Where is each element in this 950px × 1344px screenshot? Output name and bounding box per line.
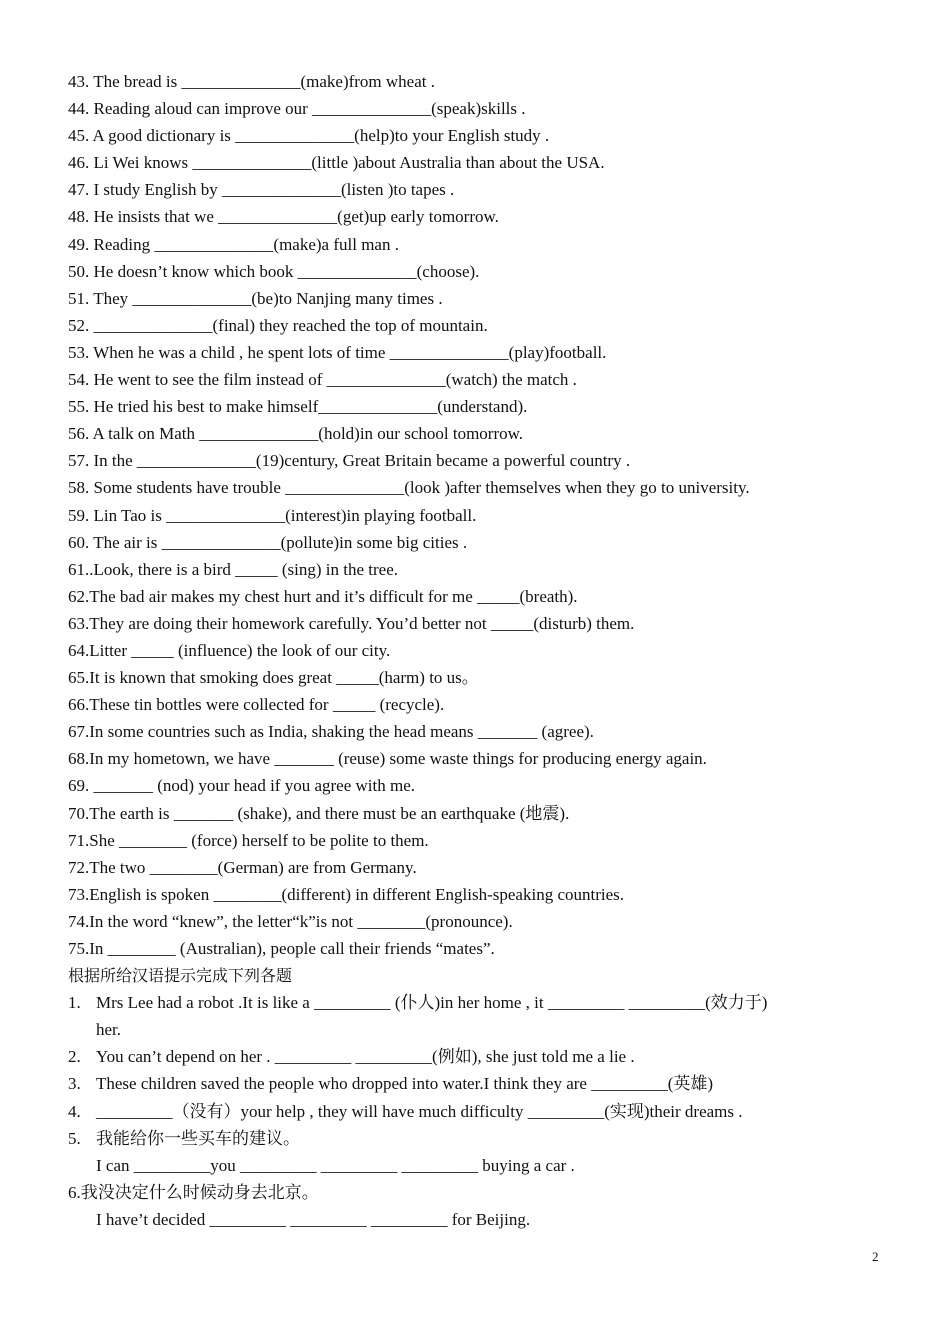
question-line: 57. In the ______________(19)century, Great Britain became a powerful country . (68, 451, 631, 471)
question-list (68, 68, 898, 1233)
item-number: 3. (68, 1074, 81, 1094)
question-line: 60. The air is ______________(pollute)in some big cities . (68, 532, 468, 552)
translation-item: 6.我没决定什么时候动身去北京。 (68, 1182, 319, 1202)
question-line: 71.She ________ (force) herself to be polite to them. (68, 830, 429, 850)
translation-item (68, 1043, 898, 1070)
question-line: 48. He insists that we ______________(get)up early tomorrow. (68, 207, 499, 227)
item-text: _________（没有）your help , they will have much difficulty _________(实现)their dreams . (96, 1101, 743, 1121)
question-line: 54. He went to see the film instead of ______________(watch) the match . (68, 370, 577, 390)
question-line: 53. When he was a child , he spent lots of time ______________(play)football. (68, 342, 607, 362)
translation-item (68, 989, 898, 1016)
item-number: 4. (68, 1101, 81, 1121)
item-text: You can’t depend on her . _________ _________(例如), she just told me a lie . (96, 1047, 635, 1067)
question-line: 45. A good dictionary is ______________(help)to your English study . (68, 126, 550, 146)
question-line: 50. He doesn’t know which book ______________(choose). (68, 261, 480, 281)
question-line: 70.The earth is _______ (shake), and there must be an earthquake (地震). (68, 803, 570, 823)
section-heading: 根据所给汉语提示完成下列各题 (68, 966, 293, 986)
item-number: 5. (68, 1128, 81, 1148)
translation-item (68, 1125, 898, 1152)
question-line: 61..Look, there is a bird _____ (sing) in the tree. (68, 559, 399, 579)
question-line: 69. _______ (nod) your head if you agree with me. (68, 776, 415, 796)
item-continuation: I can _________you _________ _________ _________ buying a car . (96, 1155, 575, 1175)
question-line: 55. He tried his best to make himself______________(understand). (68, 397, 528, 417)
question-line: 56. A talk on Math ______________(hold)in our school tomorrow. (68, 424, 524, 444)
question-line: 59. Lin Tao is ______________(interest)in playing football. (68, 505, 477, 525)
question-line: 66.These tin bottles were collected for _____ (recycle). (68, 695, 445, 715)
question-line: 62.The bad air makes my chest hurt and it’s difficult for me _____(breath). (68, 586, 578, 606)
translation-item (68, 1070, 898, 1097)
question-line: 65.It is known that smoking does great _____(harm) to us。 (68, 668, 479, 688)
item-continuation: her. (96, 1020, 122, 1040)
question-line: 74.In the word “knew”, the letter“k”is not ________(pronounce). (68, 911, 513, 931)
question-line: 72.The two ________(German) are from Germany. (68, 857, 417, 877)
question-line: 63.They are doing their homework carefully. You’d better not _____(disturb) them. (68, 613, 635, 633)
page-number: 2 (872, 1249, 879, 1264)
question-line: 64.Litter _____ (influence) the look of our city. (68, 640, 391, 660)
item-number: 2. (68, 1047, 81, 1067)
question-line: 49. Reading ______________(make)a full man . (68, 234, 399, 254)
translation-item (68, 1098, 898, 1125)
item-text: 我能给你一些买车的建议。 (96, 1128, 300, 1148)
question-line: 58. Some students have trouble ______________(look )after themselves when they go to university. (68, 478, 750, 498)
item-number: 1. (68, 993, 81, 1013)
item-continuation: I have’t decided _________ _________ _________ for Beijing. (96, 1209, 531, 1229)
question-line: 75.In ________ (Australian), people call their friends “mates”. (68, 939, 495, 958)
question-line: 43. The bread is ______________(make)from wheat . (68, 72, 435, 91)
question-line: 52. ______________(final) they reached the top of mountain. (68, 315, 488, 335)
question-line: 44. Reading aloud can improve our ______________(speak)skills . (68, 99, 526, 119)
question-line: 73.English is spoken ________(different) in different English-speaking countries. (68, 884, 625, 904)
item-text: Mrs Lee had a robot .It is like a _________ (仆人)in her home , it _________ _________(效力于) (96, 993, 768, 1013)
question-line: 67.In some countries such as India, shaking the head means _______ (agree). (68, 722, 594, 742)
question-line: 46. Li Wei knows ______________(little )about Australia than about the USA. (68, 153, 605, 173)
question-line: 47. I study English by ______________(listen )to tapes . (68, 180, 455, 200)
item-text: These children saved the people who dropped into water.I think they are _________(英雄) (96, 1074, 714, 1094)
question-line: 51. They ______________(be)to Nanjing many times . (68, 288, 443, 308)
question-line: 68.In my hometown, we have _______ (reuse) some waste things for producing energy again. (68, 749, 707, 769)
